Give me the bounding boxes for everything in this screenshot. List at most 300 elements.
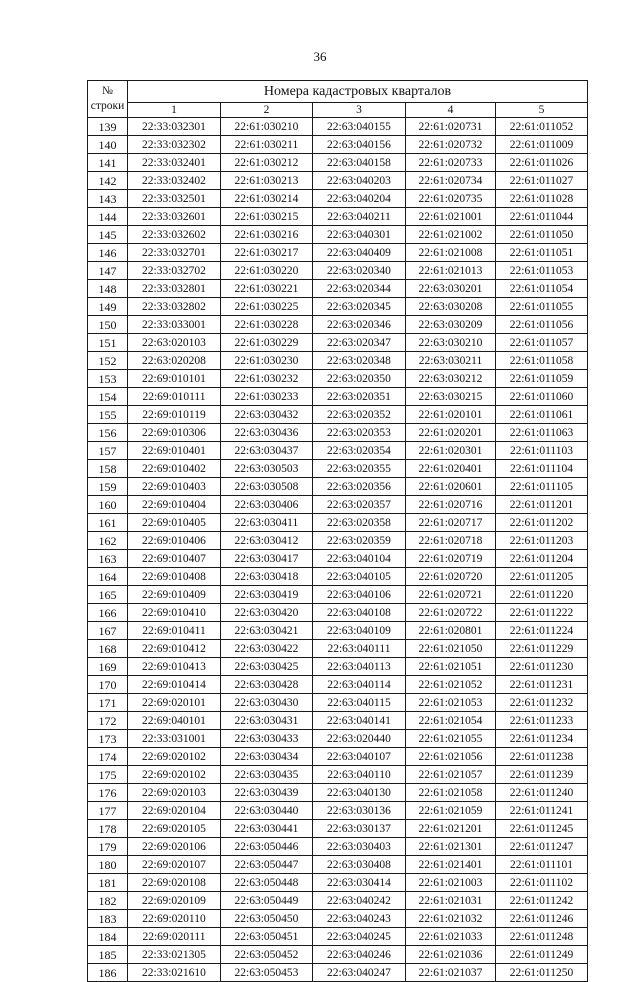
cadastral-number-cell: 22:63:050453 — [221, 964, 313, 982]
cadastral-number-cell: 22:61:021059 — [406, 802, 496, 820]
cadastral-number-cell: 22:63:030411 — [221, 514, 313, 532]
cadastral-number-cell: 22:63:030136 — [313, 802, 406, 820]
row-number-cell: 141 — [88, 154, 128, 172]
cadastral-number-cell: 22:61:011248 — [496, 928, 588, 946]
cadastral-number-cell: 22:61:020601 — [406, 478, 496, 496]
cadastral-number-cell: 22:61:011009 — [496, 136, 588, 154]
cadastral-number-cell: 22:63:040247 — [313, 964, 406, 982]
cadastral-number-cell: 22:63:020357 — [313, 496, 406, 514]
cadastral-number-cell: 22:63:030431 — [221, 712, 313, 730]
cadastral-number-cell: 22:69:010404 — [128, 496, 221, 514]
cadastral-number-cell: 22:61:021002 — [406, 226, 496, 244]
table-row — [88, 136, 588, 154]
row-number-cell: 158 — [88, 460, 128, 478]
table-row — [88, 676, 588, 694]
cadastral-number-cell: 22:33:021305 — [128, 946, 221, 964]
cadastral-number-cell: 22:61:021051 — [406, 658, 496, 676]
cadastral-number-cell: 22:33:032602 — [128, 226, 221, 244]
cadastral-number-cell: 22:63:040114 — [313, 676, 406, 694]
row-number-cell: 145 — [88, 226, 128, 244]
cadastral-number-cell: 22:63:020353 — [313, 424, 406, 442]
cadastral-number-cell: 22:61:021003 — [406, 874, 496, 892]
cadastral-number-cell: 22:69:010410 — [128, 604, 221, 622]
group-header: Номера кадастровых кварталов — [128, 81, 588, 103]
cadastral-number-cell: 22:33:021610 — [128, 964, 221, 982]
cadastral-number-cell: 22:61:011247 — [496, 838, 588, 856]
cadastral-number-cell: 22:61:011205 — [496, 568, 588, 586]
cadastral-number-cell: 22:63:040113 — [313, 658, 406, 676]
cadastral-number-cell: 22:61:011054 — [496, 280, 588, 298]
table-row — [88, 370, 588, 388]
table-row — [88, 856, 588, 874]
cadastral-number-cell: 22:61:030211 — [221, 136, 313, 154]
cadastral-number-cell: 22:63:040156 — [313, 136, 406, 154]
cadastral-number-cell: 22:63:020359 — [313, 532, 406, 550]
cadastral-number-cell: 22:63:030137 — [313, 820, 406, 838]
cadastral-number-cell: 22:63:040111 — [313, 640, 406, 658]
cadastral-number-cell: 22:63:030201 — [406, 280, 496, 298]
cadastral-number-cell: 22:61:020719 — [406, 550, 496, 568]
cadastral-number-cell: 22:63:020358 — [313, 514, 406, 532]
cadastral-number-cell: 22:69:020104 — [128, 802, 221, 820]
cadastral-number-cell: 22:69:010406 — [128, 532, 221, 550]
cadastral-number-cell: 22:61:011101 — [496, 856, 588, 874]
row-number-cell: 160 — [88, 496, 128, 514]
row-number-cell: 169 — [88, 658, 128, 676]
cadastral-number-cell: 22:63:040109 — [313, 622, 406, 640]
cadastral-number-cell: 22:61:011103 — [496, 442, 588, 460]
cadastral-number-cell: 22:61:021031 — [406, 892, 496, 910]
row-number-cell: 173 — [88, 730, 128, 748]
table-row — [88, 316, 588, 334]
table-row — [88, 910, 588, 928]
cadastral-number-cell: 22:69:020110 — [128, 910, 221, 928]
cadastral-number-cell: 22:61:011105 — [496, 478, 588, 496]
cadastral-number-cell: 22:61:011057 — [496, 334, 588, 352]
cadastral-number-cell: 22:33:031001 — [128, 730, 221, 748]
cadastral-number-cell: 22:69:020106 — [128, 838, 221, 856]
cadastral-number-cell: 22:69:010119 — [128, 406, 221, 424]
row-number-cell: 151 — [88, 334, 128, 352]
row-number-cell: 154 — [88, 388, 128, 406]
table-row — [88, 424, 588, 442]
row-number-header — [88, 81, 128, 118]
table-row — [88, 658, 588, 676]
table-row — [88, 352, 588, 370]
cadastral-number-cell: 22:61:011201 — [496, 496, 588, 514]
table-row — [88, 442, 588, 460]
cadastral-number-cell: 22:69:010401 — [128, 442, 221, 460]
cadastral-number-cell: 22:69:010306 — [128, 424, 221, 442]
row-number-cell: 165 — [88, 586, 128, 604]
cadastral-number-cell: 22:61:011238 — [496, 748, 588, 766]
row-number-cell: 159 — [88, 478, 128, 496]
cadastral-number-cell: 22:63:040106 — [313, 586, 406, 604]
row-number-cell: 181 — [88, 874, 128, 892]
cadastral-number-cell: 22:61:020717 — [406, 514, 496, 532]
cadastral-number-cell: 22:63:050448 — [221, 874, 313, 892]
table-row — [88, 478, 588, 496]
row-number-cell: 180 — [88, 856, 128, 874]
cadastral-number-cell: 22:33:032702 — [128, 262, 221, 280]
table-row — [88, 262, 588, 280]
cadastral-number-cell: 22:63:030208 — [406, 298, 496, 316]
table-row — [88, 622, 588, 640]
cadastral-number-cell: 22:61:020720 — [406, 568, 496, 586]
cadastral-number-cell: 22:69:010405 — [128, 514, 221, 532]
cadastral-number-cell: 22:63:030419 — [221, 586, 313, 604]
row-number-cell: 144 — [88, 208, 128, 226]
cadastral-number-cell: 22:61:021033 — [406, 928, 496, 946]
cadastral-number-cell: 22:33:032801 — [128, 280, 221, 298]
table-row — [88, 874, 588, 892]
table-row — [88, 172, 588, 190]
cadastral-number-cell: 22:63:020208 — [128, 352, 221, 370]
cadastral-number-cell: 22:61:021001 — [406, 208, 496, 226]
cadastral-number-cell: 22:63:030425 — [221, 658, 313, 676]
cadastral-number-cell: 22:61:020733 — [406, 154, 496, 172]
cadastral-number-cell: 22:63:030418 — [221, 568, 313, 586]
cadastral-number-cell: 22:63:030210 — [406, 334, 496, 352]
cadastral-number-cell: 22:69:020103 — [128, 784, 221, 802]
row-number-cell: 146 — [88, 244, 128, 262]
column-number-3: 3 — [313, 103, 406, 118]
cadastral-number-cell: 22:63:040409 — [313, 244, 406, 262]
cadastral-number-cell: 22:69:010111 — [128, 388, 221, 406]
cadastral-number-cell: 22:61:011229 — [496, 640, 588, 658]
cadastral-number-cell: 22:61:030230 — [221, 352, 313, 370]
cadastral-number-cell: 22:63:040301 — [313, 226, 406, 244]
cadastral-number-cell: 22:63:040158 — [313, 154, 406, 172]
cadastral-number-cell: 22:61:011027 — [496, 172, 588, 190]
cadastral-number-cell: 22:69:040101 — [128, 712, 221, 730]
cadastral-number-cell: 22:63:020345 — [313, 298, 406, 316]
row-number-cell: 150 — [88, 316, 128, 334]
row-number-cell: 171 — [88, 694, 128, 712]
cadastral-number-cell: 22:69:010402 — [128, 460, 221, 478]
cadastral-number-cell: 22:61:011230 — [496, 658, 588, 676]
row-number-cell: 164 — [88, 568, 128, 586]
cadastral-number-cell: 22:63:020354 — [313, 442, 406, 460]
cadastral-number-cell: 22:63:020350 — [313, 370, 406, 388]
row-number-cell: 156 — [88, 424, 128, 442]
cadastral-number-cell: 22:33:032402 — [128, 172, 221, 190]
row-number-cell: 172 — [88, 712, 128, 730]
cadastral-number-cell: 22:63:030435 — [221, 766, 313, 784]
cadastral-number-cell: 22:61:020722 — [406, 604, 496, 622]
cadastral-number-cell: 22:63:030430 — [221, 694, 313, 712]
table-row — [88, 190, 588, 208]
cadastral-number-cell: 22:63:030433 — [221, 730, 313, 748]
cadastral-number-cell: 22:61:030215 — [221, 208, 313, 226]
row-number-cell: 161 — [88, 514, 128, 532]
row-number-cell: 174 — [88, 748, 128, 766]
row-number-cell: 168 — [88, 640, 128, 658]
row-number-cell: 182 — [88, 892, 128, 910]
cadastral-number-cell: 22:61:030225 — [221, 298, 313, 316]
table-row — [88, 568, 588, 586]
cadastral-number-cell: 22:61:011246 — [496, 910, 588, 928]
row-number-label: строки — [90, 100, 125, 112]
cadastral-number-cell: 22:63:020356 — [313, 478, 406, 496]
cadastral-number-cell: 22:69:020102 — [128, 766, 221, 784]
cadastral-number-cell: 22:61:021301 — [406, 838, 496, 856]
column-number-5: 5 — [496, 103, 588, 118]
table-row — [88, 820, 588, 838]
cadastral-number-cell: 22:61:030229 — [221, 334, 313, 352]
cadastral-number-cell: 22:61:011104 — [496, 460, 588, 478]
cadastral-number-cell: 22:63:030412 — [221, 532, 313, 550]
cadastral-number-cell: 22:61:011063 — [496, 424, 588, 442]
cadastral-number-cell: 22:69:010101 — [128, 370, 221, 388]
cadastral-number-cell: 22:63:030215 — [406, 388, 496, 406]
cadastral-number-cell: 22:63:020340 — [313, 262, 406, 280]
cadastral-number-cell: 22:63:040107 — [313, 748, 406, 766]
cadastral-number-cell: 22:63:040242 — [313, 892, 406, 910]
row-number-cell: 167 — [88, 622, 128, 640]
row-number-cell: 163 — [88, 550, 128, 568]
row-number-cell: 142 — [88, 172, 128, 190]
cadastral-number-cell: 22:63:030508 — [221, 478, 313, 496]
row-number-cell: 153 — [88, 370, 128, 388]
cadastral-number-cell: 22:61:011231 — [496, 676, 588, 694]
cadastral-number-cell: 22:61:011250 — [496, 964, 588, 982]
cadastral-number-cell: 22:69:010413 — [128, 658, 221, 676]
cadastral-number-cell: 22:61:011026 — [496, 154, 588, 172]
row-number-cell: 183 — [88, 910, 128, 928]
table-row — [88, 208, 588, 226]
cadastral-number-cell: 22:61:011224 — [496, 622, 588, 640]
cadastral-number-cell: 22:63:030408 — [313, 856, 406, 874]
cadastral-number-cell: 22:69:010411 — [128, 622, 221, 640]
cadastral-number-cell: 22:63:030441 — [221, 820, 313, 838]
cadastral-number-cell: 22:61:030217 — [221, 244, 313, 262]
cadastral-number-cell: 22:63:030422 — [221, 640, 313, 658]
table-row — [88, 712, 588, 730]
cadastral-number-cell: 22:61:021055 — [406, 730, 496, 748]
cadastral-number-cell: 22:63:020351 — [313, 388, 406, 406]
cadastral-number-cell: 22:61:030213 — [221, 172, 313, 190]
cadastral-number-cell: 22:63:030437 — [221, 442, 313, 460]
row-number-cell: 143 — [88, 190, 128, 208]
cadastral-number-cell: 22:61:011203 — [496, 532, 588, 550]
row-number-cell: 140 — [88, 136, 128, 154]
table-row — [88, 496, 588, 514]
cadastral-number-cell: 22:63:030406 — [221, 496, 313, 514]
cadastral-number-cell: 22:61:011053 — [496, 262, 588, 280]
row-number-cell: 178 — [88, 820, 128, 838]
cadastral-number-cell: 22:61:030220 — [221, 262, 313, 280]
cadastral-number-cell: 22:63:030417 — [221, 550, 313, 568]
cadastral-number-cell: 22:63:030211 — [406, 352, 496, 370]
cadastral-number-cell: 22:69:010412 — [128, 640, 221, 658]
cadastral-number-cell: 22:61:030216 — [221, 226, 313, 244]
cadastral-number-cell: 22:63:040141 — [313, 712, 406, 730]
row-number-cell: 175 — [88, 766, 128, 784]
cadastral-number-cell: 22:63:030414 — [313, 874, 406, 892]
cadastral-number-cell: 22:61:020732 — [406, 136, 496, 154]
cadastral-number-cell: 22:63:040115 — [313, 694, 406, 712]
cadastral-number-cell: 22:61:011056 — [496, 316, 588, 334]
row-number-cell: 155 — [88, 406, 128, 424]
cadastral-number-cell: 22:61:020201 — [406, 424, 496, 442]
cadastral-number-cell: 22:61:011202 — [496, 514, 588, 532]
cadastral-number-cell: 22:61:021013 — [406, 262, 496, 280]
cadastral-number-cell: 22:69:010408 — [128, 568, 221, 586]
column-number-4: 4 — [406, 103, 496, 118]
cadastral-number-cell: 22:61:011051 — [496, 244, 588, 262]
cadastral-number-cell: 22:63:030212 — [406, 370, 496, 388]
table-row — [88, 640, 588, 658]
cadastral-number-cell: 22:61:011232 — [496, 694, 588, 712]
table-row — [88, 784, 588, 802]
cadastral-number-cell: 22:69:020109 — [128, 892, 221, 910]
cadastral-number-cell: 22:63:020352 — [313, 406, 406, 424]
cadastral-number-cell: 22:63:020103 — [128, 334, 221, 352]
row-number-cell: 186 — [88, 964, 128, 982]
cadastral-number-cell: 22:61:020735 — [406, 190, 496, 208]
table-row — [88, 226, 588, 244]
cadastral-number-cell: 22:69:020107 — [128, 856, 221, 874]
row-number-cell: 185 — [88, 946, 128, 964]
row-number-cell: 170 — [88, 676, 128, 694]
table-row — [88, 730, 588, 748]
cadastral-number-cell: 22:33:032501 — [128, 190, 221, 208]
row-number-cell: 148 — [88, 280, 128, 298]
table-row — [88, 280, 588, 298]
row-number-cell: 184 — [88, 928, 128, 946]
cadastral-number-cell: 22:61:021201 — [406, 820, 496, 838]
row-number-symbol: № — [102, 85, 113, 97]
table-row — [88, 964, 588, 982]
cadastral-number-cell: 22:63:040203 — [313, 172, 406, 190]
cadastral-number-cell: 22:33:032802 — [128, 298, 221, 316]
table-row — [88, 892, 588, 910]
cadastral-number-cell: 22:63:040243 — [313, 910, 406, 928]
table-row — [88, 604, 588, 622]
cadastral-number-cell: 22:69:010414 — [128, 676, 221, 694]
cadastral-number-cell: 22:69:010409 — [128, 586, 221, 604]
cadastral-number-cell: 22:63:040108 — [313, 604, 406, 622]
table-row — [88, 298, 588, 316]
cadastral-number-cell: 22:61:021057 — [406, 766, 496, 784]
cadastral-number-cell: 22:63:040211 — [313, 208, 406, 226]
cadastral-number-cell: 22:69:020105 — [128, 820, 221, 838]
cadastral-number-cell: 22:61:021058 — [406, 784, 496, 802]
table-row — [88, 946, 588, 964]
cadastral-number-cell: 22:61:021037 — [406, 964, 496, 982]
row-number-cell: 152 — [88, 352, 128, 370]
cadastral-number-cell: 22:69:020101 — [128, 694, 221, 712]
table-row — [88, 406, 588, 424]
table-row — [88, 586, 588, 604]
row-number-cell: 166 — [88, 604, 128, 622]
cadastral-number-cell: 22:63:050452 — [221, 946, 313, 964]
cadastral-number-cell: 22:63:040104 — [313, 550, 406, 568]
cadastral-number-cell: 22:63:040130 — [313, 784, 406, 802]
cadastral-number-cell: 22:61:011242 — [496, 892, 588, 910]
table-row — [88, 244, 588, 262]
cadastral-number-cell: 22:61:011052 — [496, 118, 588, 136]
cadastral-number-cell: 22:33:032401 — [128, 154, 221, 172]
cadastral-number-cell: 22:33:032301 — [128, 118, 221, 136]
cadastral-number-cell: 22:63:030432 — [221, 406, 313, 424]
table-row — [88, 550, 588, 568]
cadastral-number-cell: 22:33:033001 — [128, 316, 221, 334]
table-row — [88, 838, 588, 856]
cadastral-number-cell: 22:61:011222 — [496, 604, 588, 622]
cadastral-number-cell: 22:61:011245 — [496, 820, 588, 838]
cadastral-number-cell: 22:61:030228 — [221, 316, 313, 334]
cadastral-number-cell: 22:61:021401 — [406, 856, 496, 874]
cadastral-number-cell: 22:61:011028 — [496, 190, 588, 208]
cadastral-number-cell: 22:61:021056 — [406, 748, 496, 766]
cadastral-number-cell: 22:69:010403 — [128, 478, 221, 496]
cadastral-number-cell: 22:61:011060 — [496, 388, 588, 406]
row-number-cell: 157 — [88, 442, 128, 460]
row-number-cell: 147 — [88, 262, 128, 280]
table-row — [88, 388, 588, 406]
column-number-1: 1 — [128, 103, 221, 118]
cadastral-number-cell: 22:61:011249 — [496, 946, 588, 964]
cadastral-number-cell: 22:33:032601 — [128, 208, 221, 226]
cadastral-number-cell: 22:63:020348 — [313, 352, 406, 370]
cadastral-number-cell: 22:61:020301 — [406, 442, 496, 460]
cadastral-number-cell: 22:61:011204 — [496, 550, 588, 568]
cadastral-number-cell: 22:61:021036 — [406, 946, 496, 964]
cadastral-number-cell: 22:61:020801 — [406, 622, 496, 640]
cadastral-number-cell: 22:63:050447 — [221, 856, 313, 874]
cadastral-number-cell: 22:61:011055 — [496, 298, 588, 316]
table-row — [88, 928, 588, 946]
cadastral-number-cell: 22:63:020355 — [313, 460, 406, 478]
cadastral-number-cell: 22:61:011059 — [496, 370, 588, 388]
cadastral-number-cell: 22:61:021054 — [406, 712, 496, 730]
cadastral-number-cell: 22:61:020718 — [406, 532, 496, 550]
cadastral-number-cell: 22:69:020111 — [128, 928, 221, 946]
cadastral-number-cell: 22:61:011240 — [496, 784, 588, 802]
table-body — [88, 118, 588, 982]
cadastral-number-cell: 22:61:020401 — [406, 460, 496, 478]
cadastral-number-cell: 22:61:011058 — [496, 352, 588, 370]
cadastral-number-cell: 22:61:020716 — [406, 496, 496, 514]
cadastral-number-cell: 22:63:030403 — [313, 838, 406, 856]
row-number-cell: 149 — [88, 298, 128, 316]
cadastral-number-cell: 22:63:040245 — [313, 928, 406, 946]
cadastral-number-cell: 22:61:030233 — [221, 388, 313, 406]
cadastral-number-cell: 22:61:021008 — [406, 244, 496, 262]
cadastral-number-cell: 22:61:030210 — [221, 118, 313, 136]
cadastral-number-cell: 22:69:020108 — [128, 874, 221, 892]
cadastral-number-cell: 22:63:050446 — [221, 838, 313, 856]
cadastral-number-cell: 22:63:050449 — [221, 892, 313, 910]
cadastral-number-cell: 22:61:011239 — [496, 766, 588, 784]
cadastral-number-cell: 22:63:020347 — [313, 334, 406, 352]
cadastral-number-cell: 22:61:021052 — [406, 676, 496, 694]
cadastral-number-cell: 22:63:030428 — [221, 676, 313, 694]
cadastral-number-cell: 22:61:011102 — [496, 874, 588, 892]
cadastral-number-cell: 22:63:040246 — [313, 946, 406, 964]
cadastral-number-cell: 22:61:020731 — [406, 118, 496, 136]
row-number-cell: 139 — [88, 118, 128, 136]
cadastral-number-cell: 22:61:030214 — [221, 190, 313, 208]
cadastral-number-cell: 22:63:030440 — [221, 802, 313, 820]
cadastral-number-cell: 22:33:032701 — [128, 244, 221, 262]
cadastral-number-cell: 22:61:011241 — [496, 802, 588, 820]
cadastral-number-cell: 22:61:020101 — [406, 406, 496, 424]
row-number-cell: 162 — [88, 532, 128, 550]
cadastral-number-cell: 22:63:030439 — [221, 784, 313, 802]
